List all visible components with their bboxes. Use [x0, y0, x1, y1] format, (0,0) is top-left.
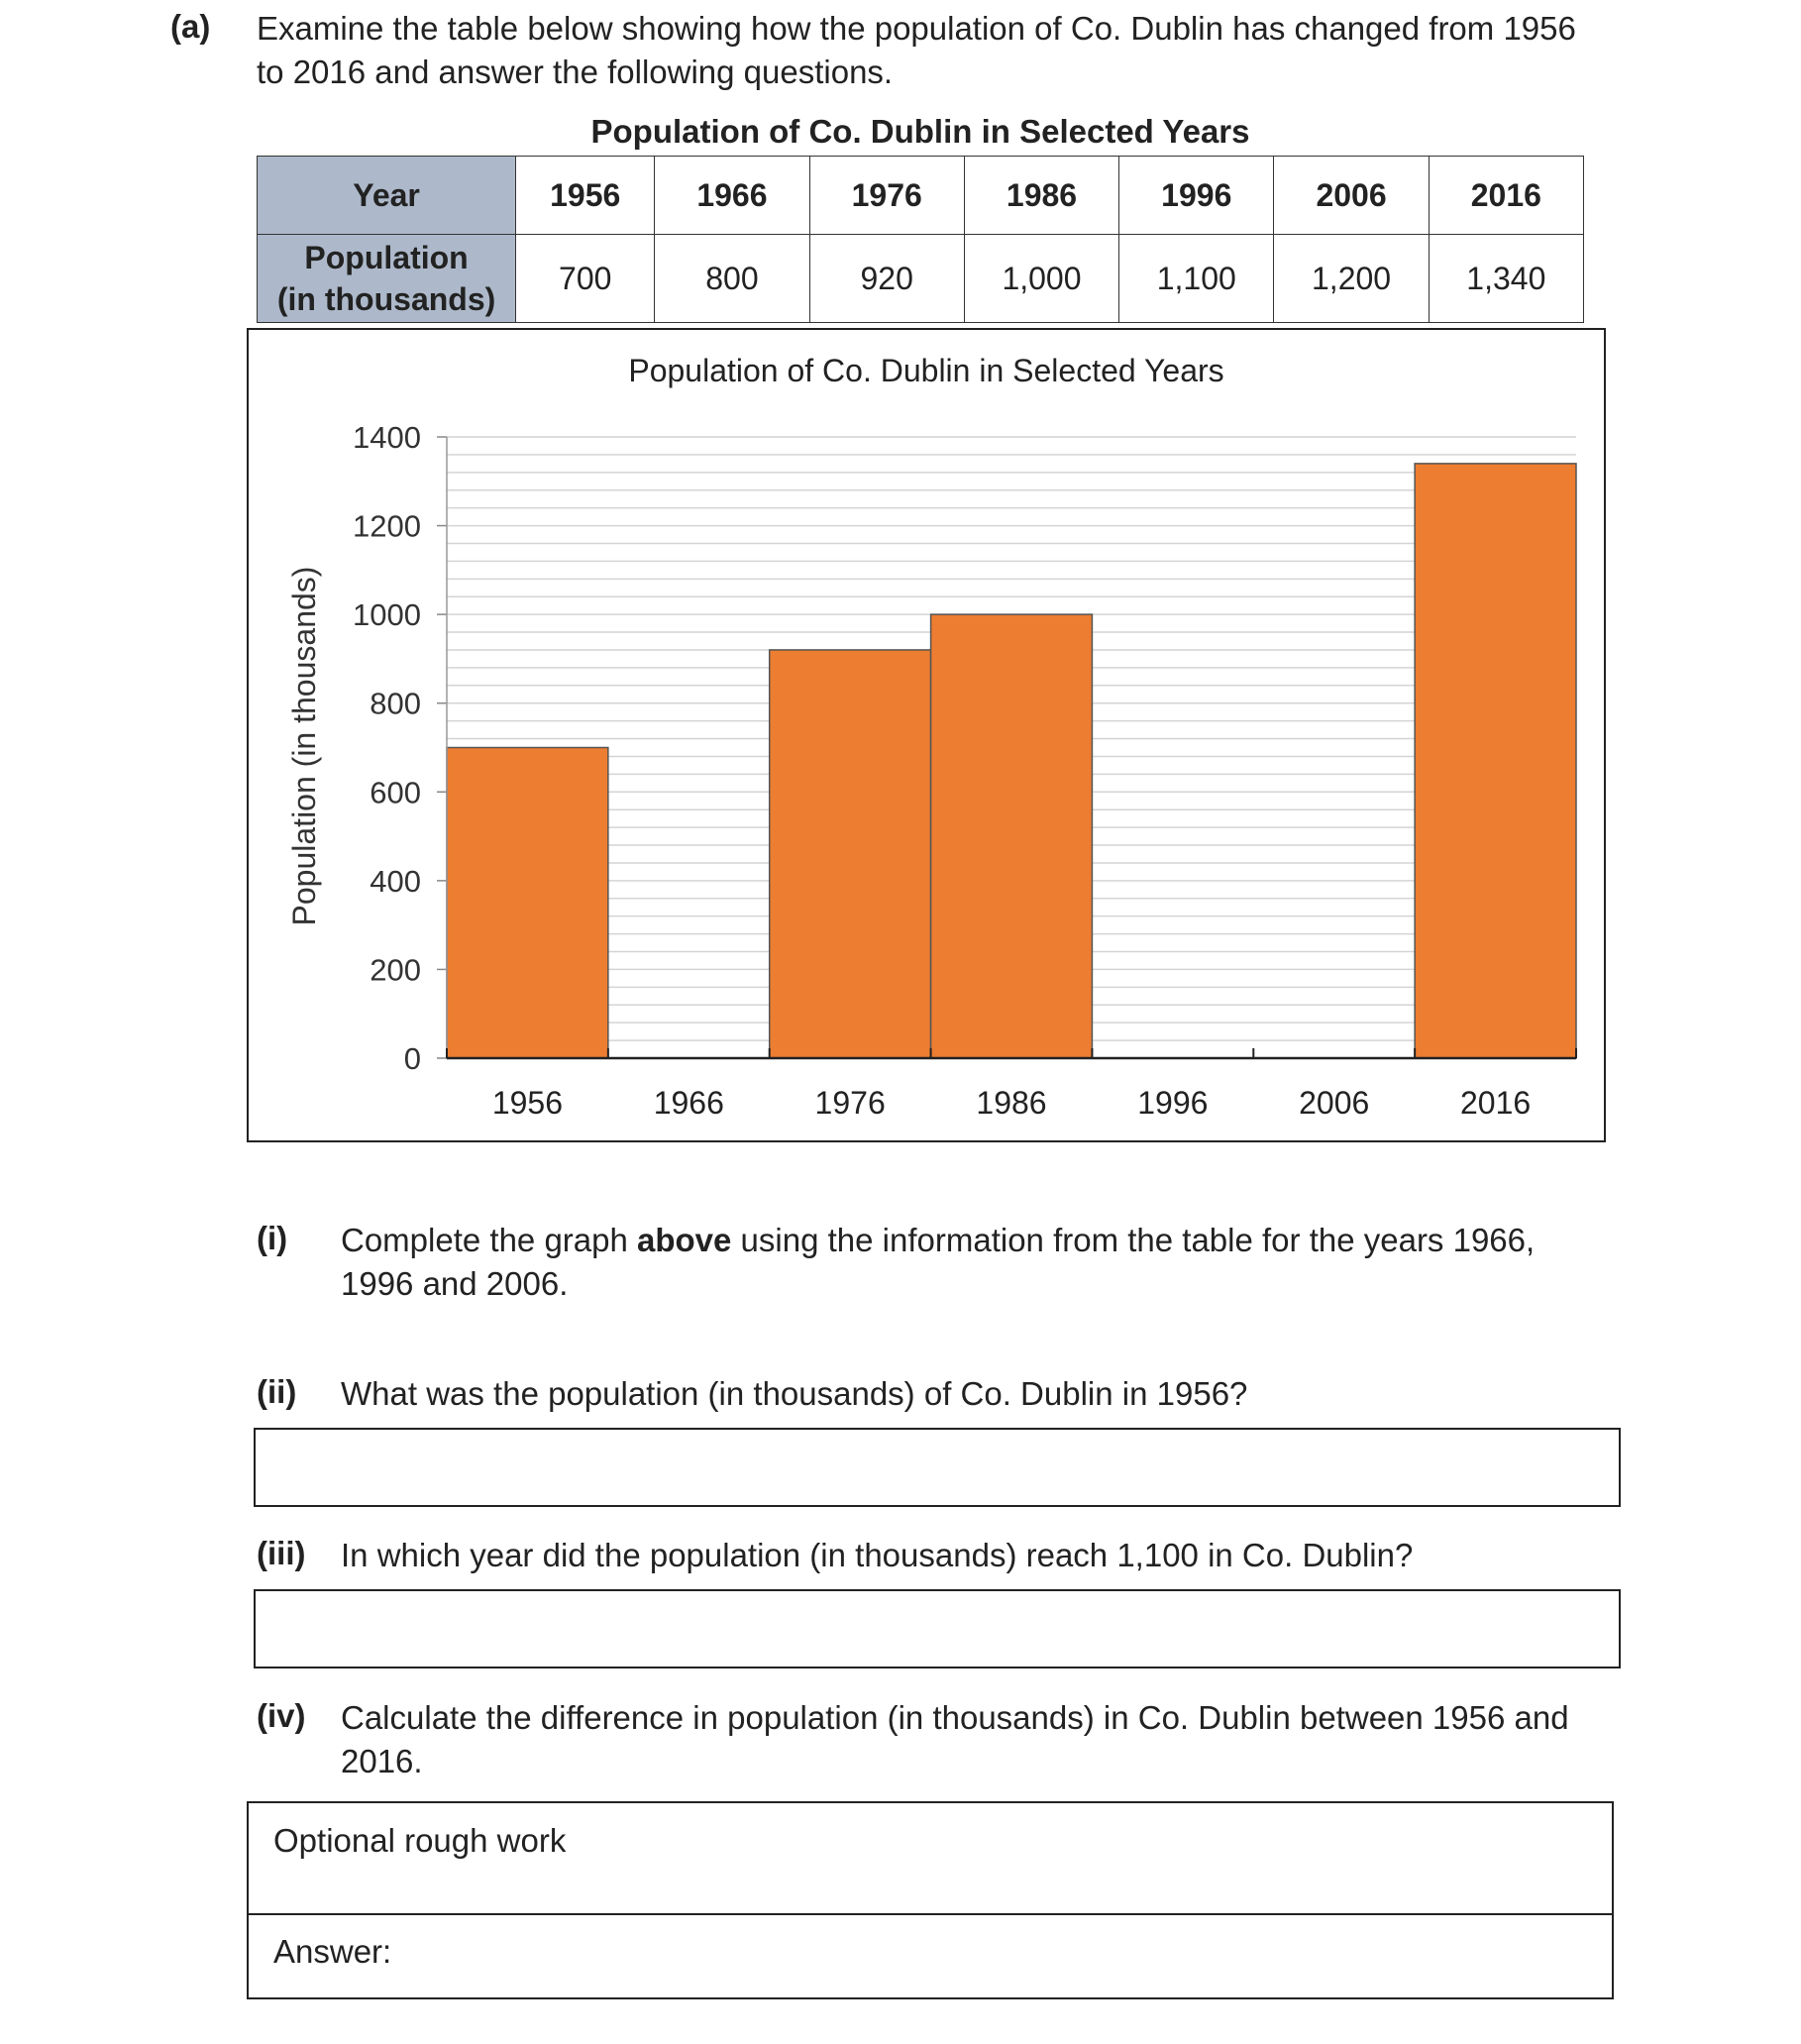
table-row-years [258, 157, 1584, 235]
q-i-text-bold: above [637, 1222, 732, 1258]
q-iii-text: In which year did the population (in thousands) reach 1,100 in Co. Dublin? [341, 1537, 1414, 1573]
x-tick-label: 1986 [976, 1085, 1047, 1121]
table-year-cell: 1976 [809, 157, 964, 235]
x-tick-label: 1976 [814, 1085, 886, 1121]
table-population-cell: 1,200 [1274, 235, 1429, 323]
y-tick-label: 0 [403, 1041, 421, 1076]
q-ii-label: (ii) [257, 1373, 297, 1410]
q-iii-label: (iii) [257, 1535, 306, 1571]
q-i-label: (i) [257, 1220, 288, 1256]
y-tick-label: 800 [370, 686, 421, 721]
x-tick-label: 1966 [653, 1085, 724, 1121]
table-year-cell: 1986 [964, 157, 1118, 235]
answer-label: Answer: [273, 1933, 392, 1970]
chart-title: Population of Co. Dublin in Selected Years [628, 353, 1224, 388]
y-tick-label: 200 [370, 952, 421, 988]
table-row-population [258, 235, 1584, 323]
bar-1976 [770, 650, 931, 1058]
x-tick-label: 1996 [1137, 1085, 1209, 1121]
q-i-text-after: using the information from the table for the years 1966, [731, 1222, 1536, 1258]
table-population-cell: 700 [516, 235, 655, 323]
population-table [257, 156, 1584, 323]
table-population-cell: 1,100 [1119, 235, 1274, 323]
table-header-population [258, 235, 516, 323]
q-iv-label: (iv) [257, 1697, 306, 1734]
q-i-text-line-2: 1996 and 2006. [341, 1265, 569, 1302]
chart-frame [247, 328, 1606, 1142]
y-tick-label: 600 [370, 775, 421, 810]
table-population-cell: 1,000 [964, 235, 1118, 323]
table-title: Population of Co. Dublin in Selected Years [590, 113, 1250, 150]
part-label: (a) [170, 8, 211, 45]
bar-1956 [447, 748, 608, 1059]
table-population-cell: 920 [809, 235, 964, 323]
population-header-line-2: (in thousands) [276, 281, 496, 317]
rough-work-divider [249, 1913, 1612, 1915]
bar-1986 [931, 614, 1093, 1058]
y-axis-label: Population (in thousands) [286, 566, 322, 926]
q-ii-text: What was the population (in thousands) of Co. Dublin in 1956? [341, 1375, 1248, 1412]
table-population-cell: 800 [655, 235, 809, 323]
intro-line-2: to 2016 and answer the following questions. [257, 54, 894, 90]
table-header-year: Year [258, 157, 516, 235]
x-tick-label: 2016 [1459, 1085, 1532, 1121]
table-year-cell: 2016 [1429, 157, 1583, 235]
answer-box-ii[interactable] [254, 1428, 1621, 1507]
y-tick-label: 1400 [353, 420, 421, 455]
x-tick-label: 1956 [491, 1085, 564, 1121]
bar-chart [249, 330, 1603, 1139]
table-year-cell: 2006 [1274, 157, 1429, 235]
table-year-cell: 1966 [655, 157, 809, 235]
q-iv-text-line-2: 2016. [341, 1743, 423, 1779]
table-population-cell: 1,340 [1429, 235, 1583, 323]
y-tick-label: 1200 [353, 508, 421, 544]
q-i-text-before: Complete the graph [341, 1222, 638, 1258]
answer-box-iii[interactable] [254, 1589, 1621, 1668]
table-year-cell: 1996 [1119, 157, 1274, 235]
x-tick-label: 2006 [1299, 1085, 1370, 1121]
intro-line-1: Examine the table below showing how the population of Co. Dublin has changed from 1956 [257, 10, 1576, 47]
rough-work-label: Optional rough work [273, 1822, 567, 1859]
population-header-line-1: Population [304, 240, 469, 275]
y-tick-label: 1000 [353, 597, 421, 633]
rough-work-box[interactable] [247, 1801, 1614, 1999]
y-tick-label: 400 [370, 863, 421, 899]
table-year-cell: 1956 [516, 157, 655, 235]
q-i-text [341, 1219, 1629, 1262]
bar-2016 [1415, 464, 1576, 1058]
q-iv-text-line-1: Calculate the difference in population (in thousands) in Co. Dublin between 1956 and [341, 1699, 1569, 1736]
